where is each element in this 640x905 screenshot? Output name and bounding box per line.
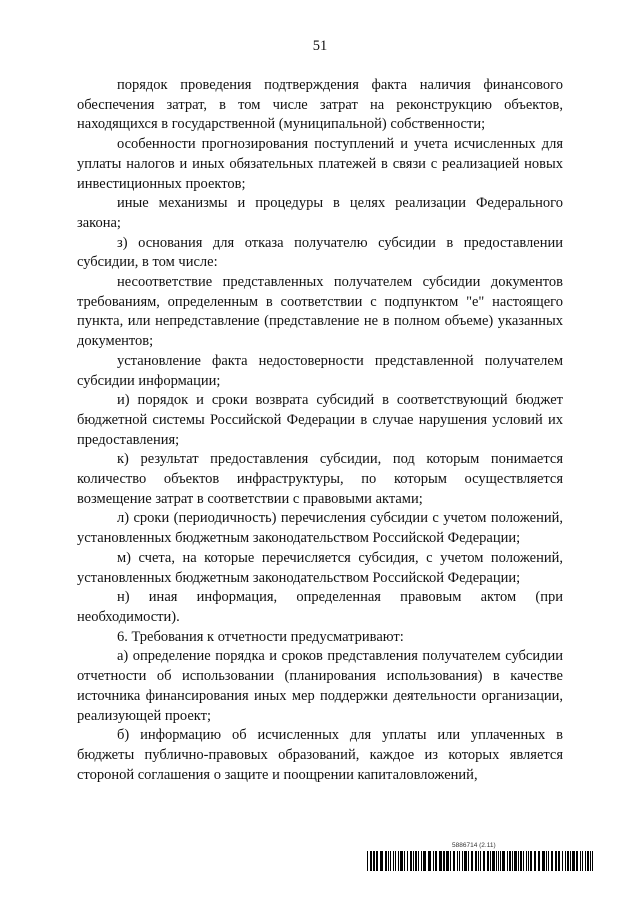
paragraph: к) результат предоставления субсидии, под которым понимается количество объектов инфраструктуры, по которым осуществляется возмещение затрат в соответствии с правовыми актами;	[77, 451, 563, 507]
paragraph: порядок проведения подтверждения факта наличия финансового обеспечения затрат, в том числе затрат на реконструкцию объектов, находящихся в государственной (муниципальной) собственности;	[77, 77, 563, 133]
paragraph: м) счета, на которые перечисляется субсидия, с учетом положений, установленных бюджетным законодательством Российской Федерации;	[77, 549, 563, 586]
barcode-caption: 5886714 (2.11)	[452, 842, 496, 849]
paragraph: н) иная информация, определенная правовым актом (при необходимости).	[77, 589, 563, 625]
paragraph: б) информацию об исчисленных для уплаты или уплаченных в бюджеты публично-правовых образований, каждое из которых является стороной соглашения о защите и поощрении капиталовложений,	[77, 727, 563, 783]
paragraph: особенности прогнозирования поступлений и учета исчисленных для уплаты налогов и иных обязательных платежей в связи с реализацией новых инвестиционных проектов;	[77, 136, 563, 192]
paragraph: а) определение порядка и сроков представления получателем субсидии отчетности об использовании (планирования использования) в качестве источника финансирования иных мер поддержки деятельности организации, реализующей проект;	[77, 648, 563, 724]
paragraph: и) порядок и сроки возврата субсидий в соответствующий бюджет бюджетной системы Российской Федерации в случае нарушения условий их предоставления;	[77, 392, 563, 448]
paragraph: иные механизмы и процедуры в целях реализации Федерального закона;	[77, 195, 563, 231]
paragraph: 6. Требования к отчетности предусматривают:	[117, 628, 404, 645]
paragraph: л) сроки (периодичность) перечисления субсидии с учетом положений, установленных бюджетным законодательством Российской Федерации;	[77, 510, 563, 547]
document-body	[77, 76, 563, 785]
paragraph: з) основания для отказа получателю субсидии в предоставлении субсидии, в том числе:	[77, 234, 563, 271]
paragraph: несоответствие представленных получателем субсидии документов требованиям, определенным в соответствии с подпунктом "е" настоящего пункта, или непредставление (представление не в полном объеме) указанных документов;	[77, 274, 563, 350]
page-number: 51	[312, 38, 328, 54]
barcode-image	[367, 851, 597, 871]
paragraph: установление факта недостоверности представленной получателем субсидии информации;	[77, 352, 563, 389]
